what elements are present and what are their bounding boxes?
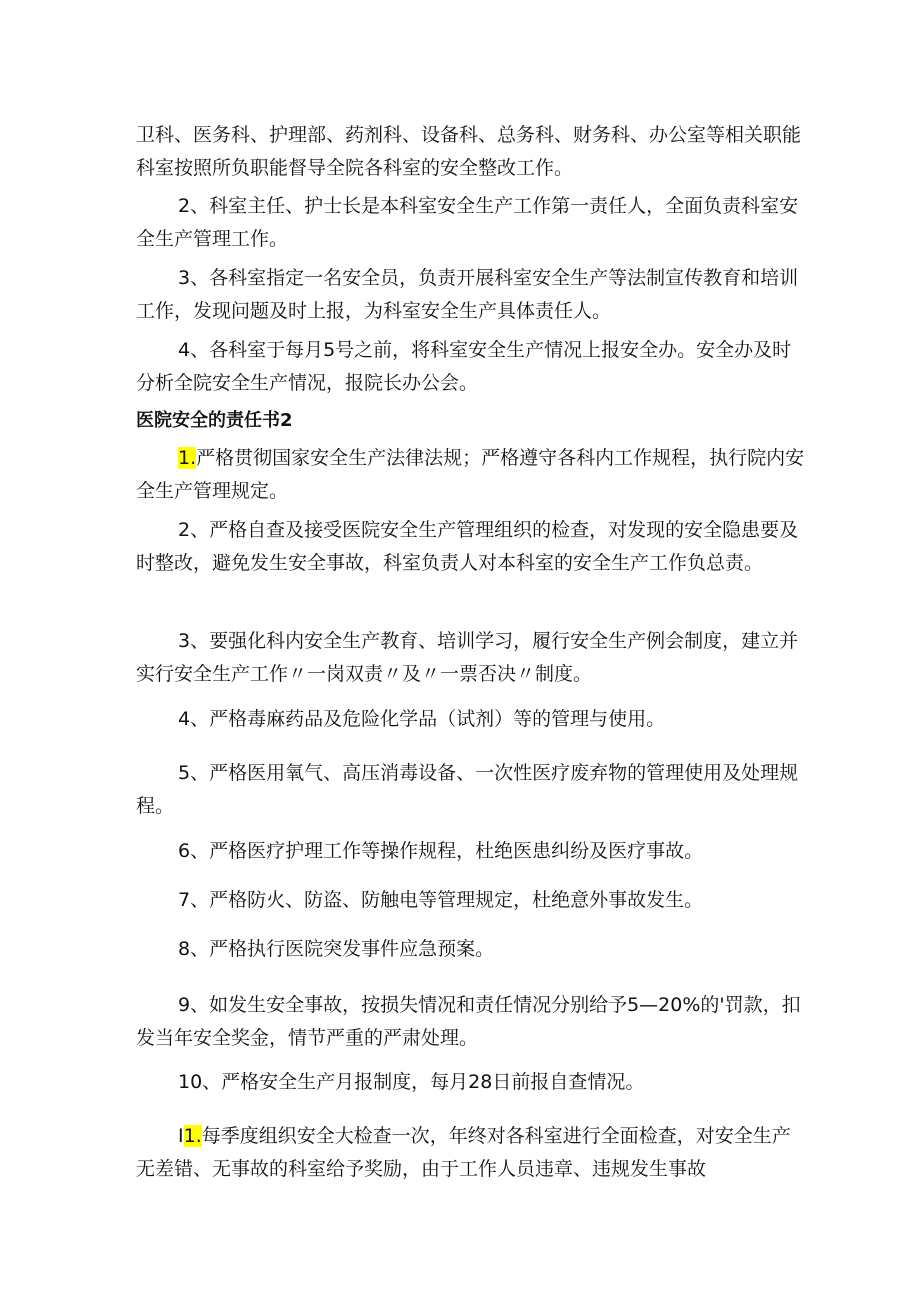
- list-item-10: 10、严格安全生产月报制度，每月28日前报自查情况。: [178, 1071, 645, 1093]
- highlight-number: 1.: [183, 1125, 202, 1147]
- list-item-text: 严格贯彻国家安全生产法律法规；严格遵守各科内工作规程，执行院内安全生产管理规定。: [136, 447, 805, 502]
- list-item-8: 8、严格执行医院突发事件应急预案。: [178, 938, 495, 960]
- list-item-1: [136, 442, 806, 508]
- list-item-7: 7、严格防火、防盗、防触电等管理规定，杜绝意外事故发生。: [178, 889, 704, 911]
- paragraph-item-3: 3、各科室指定一名安全员，负责开展科室安全生产等法制宣传教育和培训工作，发现问题及时上报，为科室安全生产具体责任人。: [136, 267, 799, 322]
- paragraph-item-2: 2、科室主任、护士长是本科室安全生产工作第一责任人，全面负责科室安全生产管理工作。: [136, 195, 799, 250]
- list-item-prefix: I: [178, 1125, 184, 1147]
- paragraph-item-4: 4、各科室于每月5号之前，将科室安全生产情况上报安全办。安全办及时分析全院安全生产情况，报院长办公会。: [136, 339, 792, 394]
- list-item-text: 每季度组织安全大检查一次，年终对各科室进行全面检查，对安全生产无差错、无事故的科室给予奖励，由于工作人员违章、违规发生事故: [136, 1125, 791, 1180]
- paragraph-duties: 卫科、医务科、护理部、药剂科、设备科、总务科、财务科、办公室等相关职能科室按照所负职能督导全院各科室的安全整改工作。: [136, 124, 802, 179]
- list-item-3: 3、要强化科内安全生产教育、培训学习，履行安全生产例会制度，建立并实行安全生产工作〃一岗双责〃及〃一票否决〃制度。: [136, 630, 799, 685]
- list-item-2: 2、严格自查及接受医院安全生产管理组织的检查，对发现的安全隐患要及时整改，避免发生安全事故，科室负责人对本科室的安全生产工作负总责。: [136, 519, 799, 574]
- list-item-11: [136, 1120, 806, 1186]
- highlight-number: 1.: [178, 447, 197, 469]
- list-item-4: 4、严格毒麻药品及危险化学品（试剂）等的管理与使用。: [178, 708, 666, 730]
- list-item-6: 6、严格医疗护理工作等操作规程，杜绝医患纠纷及医疗事故。: [178, 840, 704, 862]
- section-heading: 医院安全的责任书2: [136, 410, 293, 431]
- list-item-9: 9、如发生安全事故，按损失情况和责任情况分别给予5—20%的'罚款，扣发当年安全奖金，情节严重的严肃处理。: [136, 994, 801, 1049]
- list-item-5: 5、严格医用氧气、高压消毒设备、一次性医疗废弃物的管理使用及处理规程。: [136, 762, 799, 817]
